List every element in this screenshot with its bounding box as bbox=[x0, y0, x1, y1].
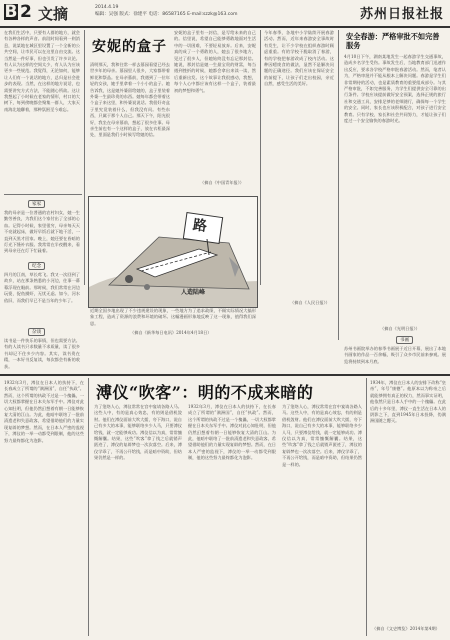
headline-source: （摘自《文史博览》2014年第4期） bbox=[372, 626, 440, 631]
mid-col-text: 今年春季，各地中小学陆续开展春游活动。然而，近年来春游安全事故时有发生，让不少学校在组织春游时顾虑重重。有的学校干脆取消了春游，有的学校把春游改成了校内活动。这种因噎废食的做法，显然不是解决问题的正确途径。我们应该在保证安全的前提下，让孩子们走出校园，亲近自然，感受生活的美好。 bbox=[264, 30, 334, 87]
lower-left-text: 1932年3月，溥仪在日本人的扶持下，在长春成立了所谓的“满洲国”，自任“执政”。然而，这个所谓的执政不过是一个傀儡，一切大权都掌握在日本关东军手中。溥仪对此心知肚明，但他仍然幻想着有朝一日能够恢复大清的江山。为此，他暗中联络了一批前清遗老和失意政客，希望借助他们的力量实现复辟的梦想。然而，在日本人严密的监视下，溥仪的一举一动都受到限制，他的这些努力最终都化为泡影。 bbox=[4, 380, 84, 443]
headline-text-mid: 为了笼络人心，溥仪常常在宫中宴请各路人马。这些人中，有的是真心效忠，有的则是借机敛财。他们在溥仪面前大吹大擂，夸下海口，说自己有多大的本事，能够联络多少人马，只要溥仪给钱，就一定能够成功。溥仪信以为真，常常慷慨解囊。结果，这些“吹客”拿了钱之后就销声匿迹了，溥仪的复辟梦也一次次落空。后来，溥仪学乖了，不再公开给钱，而是暗中资助，但结果仍然是一样的。 bbox=[94, 404, 182, 461]
cartoon-source: （摘自《新华每日电讯》2014年4月18日） bbox=[130, 330, 212, 335]
headline-title: 溥仪“吹客”：明的不成来暗的 bbox=[96, 383, 314, 402]
divider bbox=[84, 30, 85, 285]
tag-essay: 杂谈 bbox=[28, 328, 45, 336]
anni-text-2: 安妮的盒子里有一封信，是写给未来的自己的。信里说，希望自己能够勇敢地面对生活中的一切困难，不要轻易放弃。后来，安妮真的成了一个勇敢的人，她去了很多地方，见过了很多人，但她始终没有忘记那封信。她说，那封信是她一生最宝贵的财富，每当遇到挫折的时候，她都会拿出来读一读，然后重新出发。这个故事让我很感动，我想，每个人心中都应该有这样一个盒子，装着最初的梦想和勇气。 bbox=[174, 30, 256, 93]
road-sign-text: 路 bbox=[191, 217, 208, 235]
anni-title: 安妮的盒子 bbox=[92, 39, 167, 55]
page-header bbox=[0, 0, 450, 28]
divider bbox=[4, 194, 82, 195]
divider bbox=[88, 378, 89, 636]
cartoon-frame bbox=[88, 196, 258, 308]
safety-source: （摘自《光明日报》） bbox=[380, 326, 420, 331]
notice-text: 苏州书画院举办的春季书画展于近日开幕，展出了本地书画家的作品一百余幅，吸引了众多市民前来参观。展览将持续到本月底。 bbox=[344, 346, 446, 364]
divider bbox=[260, 30, 261, 285]
anni-text-1: 清明那天，我和往常一样去墓园看望已经去世多年的母亲。墓园里人很多，大家都带着鲜花和祭品。在母亲墓前，我遇到了一位年轻的女孩，她手里拿着一个小小的盒子。她告诉我，这是她外婆留给她的，盒子里装着外婆一生最珍贵的东西。她每年都会带着这个盒子来这里，和外婆说说话。我很好奇盒子里究竟装着什么，但我没有问。有些东西，只属于那个人自己。那天下午，阳光很好，我坐在母亲墓前，想起了很多往事。母亲生前也有一个这样的盒子，放在衣柜最深处，里面是我们小时候写给她的信。 bbox=[90, 62, 170, 138]
section-title: 文摘 bbox=[38, 5, 69, 23]
safety-title-text: 安全春游：严格审批不如完善服务 bbox=[346, 32, 440, 50]
page-number: B 2 bbox=[4, 2, 32, 22]
cartoon-caption-title: 人造陆峰 bbox=[181, 289, 206, 296]
divider bbox=[366, 378, 367, 636]
safety-title bbox=[346, 32, 446, 50]
anni-source: （摘自《中国青年报》） bbox=[200, 180, 244, 185]
editor-info: 编辑：吴强 版式：徐建平 电话：86587165 E-mail:szzk@163.com bbox=[95, 11, 238, 17]
section-divider bbox=[0, 374, 450, 376]
issue-meta bbox=[95, 5, 238, 18]
notice-label: 书画 bbox=[396, 336, 413, 344]
issue-date: 2014.4.19 bbox=[95, 5, 119, 10]
tag-memory: 纪念 bbox=[28, 262, 45, 270]
memory-text: 四月的江南，草长莺飞。我又一次回到了故乡，站在那条熟悉的小河边，往事一幕幕浮现在眼前。那时候，我们常常在河边玩耍，捉鱼摸虾，无忧无虑。如今，河水依旧，而我们早已不是当年的少年了。 bbox=[4, 272, 80, 303]
home-text: 我的母亲是一位普通的农村妇女，她一生勤劳善良，为我们这个家付出了全部的心血。记得小时候，家里很穷，母亲每天天不亮就起床，做好早饭后就下地干活，一直到天黑才回家。晚上，她还要在昏暗的灯光下缝补衣服。我常常在半夜醒来，看到母亲还在灯下忙碌着。 bbox=[4, 210, 80, 254]
headline-text-right: 1934年，溥仪在日本人的安排下改称“皇帝”，年号“康德”。他原本以为称帝之后就能够拥有真正的权力，然而事实证明，他依然只是日本人手中的一个傀儡。在此后的十多年里，溥仪一直生活在日本人的阴影之下，直到1945年日本投降，伪满洲国随之覆灭。 bbox=[370, 380, 446, 424]
cartoon-illustration bbox=[89, 197, 257, 307]
left-top-article: 在我们生活中，只要有人群的地方，就会有各种各样的声音。前段时间看到一则消息，说某地在城区里设置了一个全新的公共空间，让市民可以在这里自由交流。这当然是一件好事，但也引发了许多议论。有人认为这样的空间太少，有人认为应该更多一些规范。我觉得，无论如何，能够让人们有一个说话的地方，总归是社会进步的表现。当然，在这样的地方说话，也需要讲究方式方法，不能随心所欲。这让我想起了小时候在老家的情形，村口的大树下，每到傍晚都会聚集一群人，大家天南海北地聊着，那种氛围至今难忘。 bbox=[4, 30, 80, 112]
divider bbox=[338, 30, 339, 340]
headline-text-mid3: 为了笼络人心，溥仪常常在宫中宴请各路人马。这些人中，有的是真心效忠，有的则是借机敛财。他们在溥仪面前大吹大擂，夸下海口，说自己有多大的本事，能够联络多少人马，只要溥仪给钱，就一定能够成功。溥仪信以为真，常常慷慨解囊。结果，这些“吹客”拿了钱之后就销声匿迹了，溥仪的复辟梦也一次次落空。后来，溥仪学乖了，不再公开给钱，而是暗中资助，但结果仍然是一样的。 bbox=[282, 404, 362, 467]
masthead: 苏州日报社报 bbox=[359, 7, 444, 22]
headline-text-mid2: 1932年3月，溥仪在日本人的扶持下，在长春成立了所谓的“满洲国”，自任“执政”。然而，这个所谓的执政不过是一个傀儡，一切大权都掌握在日本关东军手中。溥仪对此心知肚明，但他仍然幻想着有朝一日能够恢复大清的江山。为此，他暗中联络了一批前清遗老和失意政客，希望借助他们的力量实现复辟的梦想。然而，在日本人严密的监视下，溥仪的一举一动都受到限制，他的这些努力最终都化为泡影。 bbox=[188, 404, 276, 461]
page-number-box: B bbox=[4, 2, 18, 22]
safety-text: 4月10日下午，湖南某地发生一起春游学生交通事故，造成多名学生受伤。事故发生后，当地教育部门迅速作出反应，要求各学校严格审批春游活动。然而，笔者认为，严格审批并不能从根本上解决问题。春游是学生们非常期待的活动，也是素质教育的重要组成部分。与其严格审批，不如完善服务，为学生们提供安全可靠的出行条件。学校应该提前做好安全预案，选择正规的旅行社和交通工具，安排足够的老师随行，确保每一个学生的安全。同时，家长也应该积极配合，对孩子进行安全教育。只有学校、家长和社会共同努力，才能让孩子们度过一个安全愉快的春游时光。 bbox=[344, 54, 446, 124]
cartoon-caption: 近期全国多地出现了不少违规建设的现象，一些地方为了追求政绩，不顾实际情况大搞形象工程，造成了资源的浪费和环境的破坏。这幅漫画形象地反映了这一现象，值得我们深思。 bbox=[90, 308, 256, 326]
tag-home: 家家 bbox=[28, 200, 45, 208]
essay-text: 读书是一件快乐的事情，但也需要方法。有的人读书只求数量不求质量，读了很多书却记不住多少内容。其实，读书贵在精，一本好书反复读，每次都会有新的收获。 bbox=[4, 338, 80, 369]
mid-col-source: （摘自《人民日报》） bbox=[290, 300, 330, 305]
